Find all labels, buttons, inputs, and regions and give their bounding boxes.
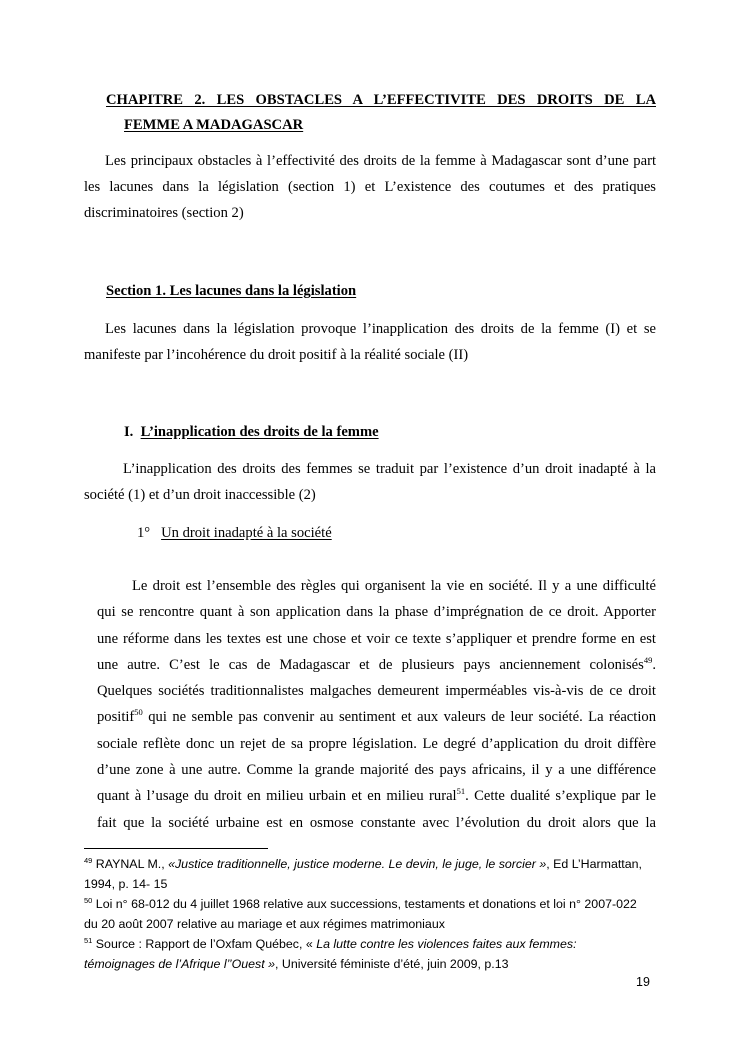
subsection-1-heading	[137, 525, 332, 542]
part-1-numeral: I.	[124, 424, 134, 440]
footnote-separator	[84, 848, 268, 849]
part-1-intro-paragraph: L’inapplication des droits des femmes se traduit par l’existence d’un droit inadapté à la société (1) et d’un droit inaccessible (2)	[84, 461, 656, 503]
chapter-intro-paragraph: Les principaux obstacles à l’effectivité des droits de la femme à Madagascar sont d’une part les lacunes dans la législation (section 1) et L’existence des coutumes et des pratiques discriminatoires (section 2)	[84, 153, 656, 221]
page-number: 19	[636, 975, 650, 989]
body-line-6	[97, 704, 656, 730]
footnote-51-title-a: La lutte contre les violences faites aux femmes:	[316, 937, 577, 951]
body-line-9-text-b: . Cette dualité s’explique par le	[465, 788, 656, 805]
body-line-9	[97, 783, 656, 809]
body-paragraph	[97, 573, 656, 836]
footnote-51-source: Source : Rapport de l’Oxfam Québec, «	[95, 937, 317, 951]
part-1-heading	[124, 424, 379, 441]
footnote-ref-49: 49	[643, 655, 653, 666]
body-line-2: qui se rencontre quant à son application dans la phase d’imprégnation de ce droit. Apporter	[97, 604, 656, 621]
footnote-50	[84, 894, 664, 934]
body-line-3: une réforme dans les textes est une chose et voir ce texte s’appliquer et prendre forme en est	[97, 630, 656, 647]
footnote-ref-50: 50	[134, 707, 143, 718]
footnote-50-line2: du 20 août 2007 relative au mariage et aux régimes matrimoniaux	[84, 917, 445, 931]
chapter-title-line2: FEMME A MADAGASCAR	[124, 117, 304, 133]
subsection-1-title: Un droit inadapté à la société	[161, 525, 332, 541]
chapter-title-line1: CHAPITRE 2. LES OBSTACLES A L’EFFECTIVITE DES DROITS DE LA	[106, 92, 656, 108]
footnote-50-line1: Loi n° 68-012 du 4 juillet 1968 relative aux successions, testaments et donations et loi n° 2007-022	[95, 897, 637, 911]
footnote-51	[84, 934, 664, 974]
part-1-title: L’inapplication des droits de la femme	[140, 424, 379, 440]
footnote-49-publisher: , Ed L’Harmattan,	[546, 857, 642, 871]
footnote-51-details: , Université féministe d’été, juin 2009, p.13	[275, 957, 509, 971]
footnote-49	[84, 854, 664, 894]
section-1-intro-paragraph: Les lacunes dans la législation provoque l’inapplication des droits de la femme (I) et se manifeste par l’incohérence du droit positif à la réalité sociale (II)	[84, 321, 656, 363]
body-line-7: sociale reflète donc un rejet de sa propre législation. Le degré d’application du droit diffère	[97, 735, 656, 752]
body-line-6-text-a: positif	[97, 709, 135, 726]
footnote-50-number: 50	[84, 895, 93, 905]
body-line-8: d’une zone à une autre. Comme la grande majorité des pays africains, il y a une différence	[97, 762, 656, 779]
body-line-6-text-b: qui ne semble pas convenir au sentiment et aux valeurs de leur société. La réaction	[148, 709, 656, 726]
body-line-4-text: une autre. C’est le cas de Madagascar et de plusieurs pays anciennement colonisés	[97, 656, 644, 673]
footnote-51-title-b: témoignages de l’Afrique l’’Ouest »	[84, 957, 276, 971]
body-line-5: Quelques sociétés traditionnalistes malgaches demeurent imperméables vis-à-vis de ce droit	[97, 683, 656, 700]
footnote-49-author: RAYNAL M.,	[95, 857, 169, 871]
footnote-49-pages: 1994, p. 14- 15	[84, 877, 168, 891]
subsection-1-number: 1°	[137, 525, 151, 541]
footnote-49-title: «Justice traditionnelle, justice moderne. Le devin, le juge, le sorcier »	[168, 857, 547, 871]
footnote-49-number: 49	[84, 855, 93, 865]
body-line-10: fait que la société urbaine est en osmose constante avec l’évolution du droit alors que la	[97, 814, 656, 831]
body-line-9-text-a: quant à l’usage du droit en milieu urbain et en milieu rural	[97, 788, 457, 805]
body-line-4: une autre. C’est le cas de Madagascar et de plusieurs pays anciennement colonisés$^{49}$.	[97, 655, 656, 673]
footnote-51-number: 51	[84, 935, 93, 945]
footnote-ref-51: 51	[456, 786, 466, 797]
section-1-title: Section 1. Les lacunes dans la législation	[106, 283, 357, 299]
body-line-1: Le droit est l’ensemble des règles qui organisent la vie en société. Il y a une difficulté	[132, 578, 656, 594]
